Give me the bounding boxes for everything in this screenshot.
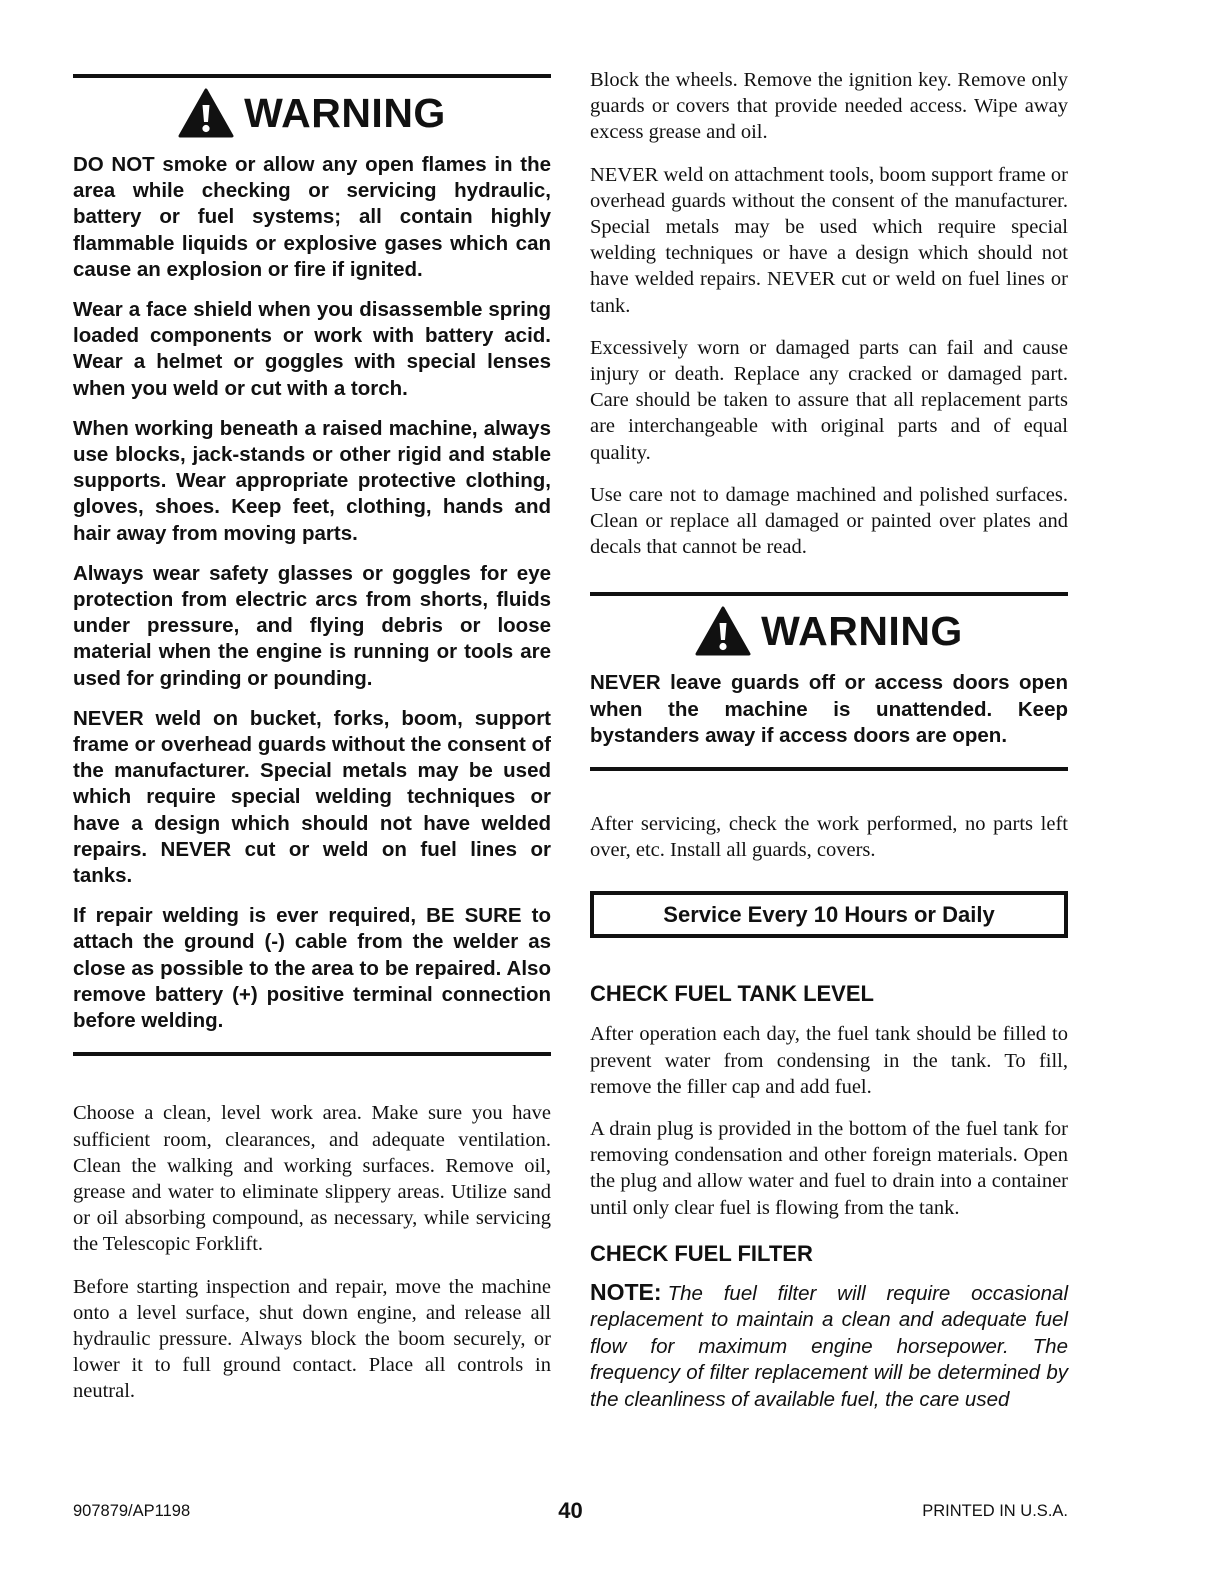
body-paragraph: Choose a clean, level work area. Make sure you have sufficient room, clearances, and adequate ventilation. Clean the walking and working surfaces. Remove oil, grease and water to eliminate slippery areas. Utilize sand or oil absorbing compound, as necessary, while servicing the Telescopic Forklift. <box>73 1102 551 1256</box>
body-paragraph: Block the wheels. Remove the ignition key. Remove only guards or covers that provide needed access. Wipe away excess grease and oil. <box>590 69 1068 144</box>
section-heading: CHECK FUEL TANK LEVEL <box>590 981 874 1007</box>
service-interval-box <box>590 891 1068 938</box>
body-paragraph: Before starting inspection and repair, move the machine onto a level surface, shut down engine, and release all hydraulic pressure. Always block the boom securely, or lower it to full ground contact. Place all controls in neutral. <box>73 1275 551 1403</box>
warning-box-right <box>590 592 1068 771</box>
warning-triangle-icon <box>178 88 234 138</box>
warning-box-left <box>73 74 551 1056</box>
warning-paragraph: If repair welding is ever required, BE SURE to attach the ground (-) cable from the welder as close as possible to the area to be repaired. Also remove battery (+) positive terminal connection before welding. <box>73 904 551 1033</box>
page-footer <box>73 1498 1068 1526</box>
warning-paragraph: DO NOT smoke or allow any open flames in the area while checking or servicing hydraulic, battery or fuel systems; all contain highly flammable liquids or explosive gases which can cause an explosion or fire if ignited. <box>73 153 551 281</box>
warning-title: WARNING <box>761 607 963 654</box>
section-heading: CHECK FUEL FILTER <box>590 1240 813 1266</box>
right-column <box>590 0 1068 1413</box>
body-paragraph: After operation each day, the fuel tank should be filled to prevent water from condensing in the tank. To fill, remove the filler cap and add fuel. <box>590 1023 1068 1098</box>
note-label: NOTE: <box>590 1278 662 1305</box>
service-interval-label: Service Every 10 Hours or Daily <box>663 901 995 927</box>
document-id: 907879/AP1198 <box>73 1502 191 1520</box>
body-paragraph: Excessively worn or damaged parts can fail and cause injury or death. Replace any cracked or damaged part. Care should be taken to assure that all replacement parts are interchangeable with original parts and of equal quality. <box>590 336 1068 464</box>
note-paragraph <box>590 1279 1068 1414</box>
body-paragraph: Use care not to damage machined and polished surfaces. Clean or replace all damaged or painted over plates and decals that cannot be read. <box>590 483 1068 559</box>
warning-header <box>73 88 551 138</box>
note-text: The fuel filter will require occasional replacement to maintain a clean and adequate fuel flow for maximum engine horsepower. The frequency of filter replacement will be determined by the cleanliness of available fuel, the care used <box>590 1281 1068 1411</box>
printed-notice: PRINTED IN U.S.A. <box>922 1502 1068 1520</box>
warning-paragraph: Always wear safety glasses or goggles for eye protection from electric arcs from shorts, fluids under pressure, and flying debris or loose material when the engine is running or tools are used for grinding or pounding. <box>73 561 551 690</box>
warning-header <box>590 606 1068 656</box>
body-paragraph: NEVER weld on attachment tools, boom support frame or overhead guards without the consent of the manufacturer. Special metals may be used which require special welding techniques or have a design which should not have welded repairs. NEVER cut or weld on fuel lines or tank. <box>590 163 1068 317</box>
warning-paragraph: NEVER weld on bucket, forks, boom, support frame or overhead guards without the consent of the manufacturer. Special metals may be used which require special welding techniques or have a design which should not have welded repairs. NEVER cut or weld on fuel lines or tanks. <box>73 706 551 888</box>
body-paragraph: A drain plug is provided in the bottom of the fuel tank for removing condensation and other foreign materials. Open the plug and allow water and fuel to drain into a container until only clear fuel is flowing from the tank. <box>590 1118 1068 1219</box>
warning-paragraph: NEVER leave guards off or access doors open when the machine is unattended. Keep bystanders away if access doors are open. <box>590 671 1068 747</box>
left-column <box>73 0 551 1421</box>
warning-title: WARNING <box>244 89 446 136</box>
page-number: 40 <box>558 1498 583 1523</box>
warning-paragraph: When working beneath a raised machine, always use blocks, jack-stands or other rigid and stable supports. Wear appropriate protective clothing, gloves, shoes. Keep feet, clothing, hands and hair away from moving parts. <box>73 416 551 545</box>
after-servicing-text: After servicing, check the work performed, no parts left over, etc. Install all guards, covers. <box>590 813 1068 862</box>
warning-paragraph: Wear a face shield when you disassemble spring loaded components or work with battery acid. Wear a helmet or goggles with special lenses when you weld or cut with a torch. <box>73 298 551 400</box>
warning-triangle-icon <box>695 606 751 656</box>
